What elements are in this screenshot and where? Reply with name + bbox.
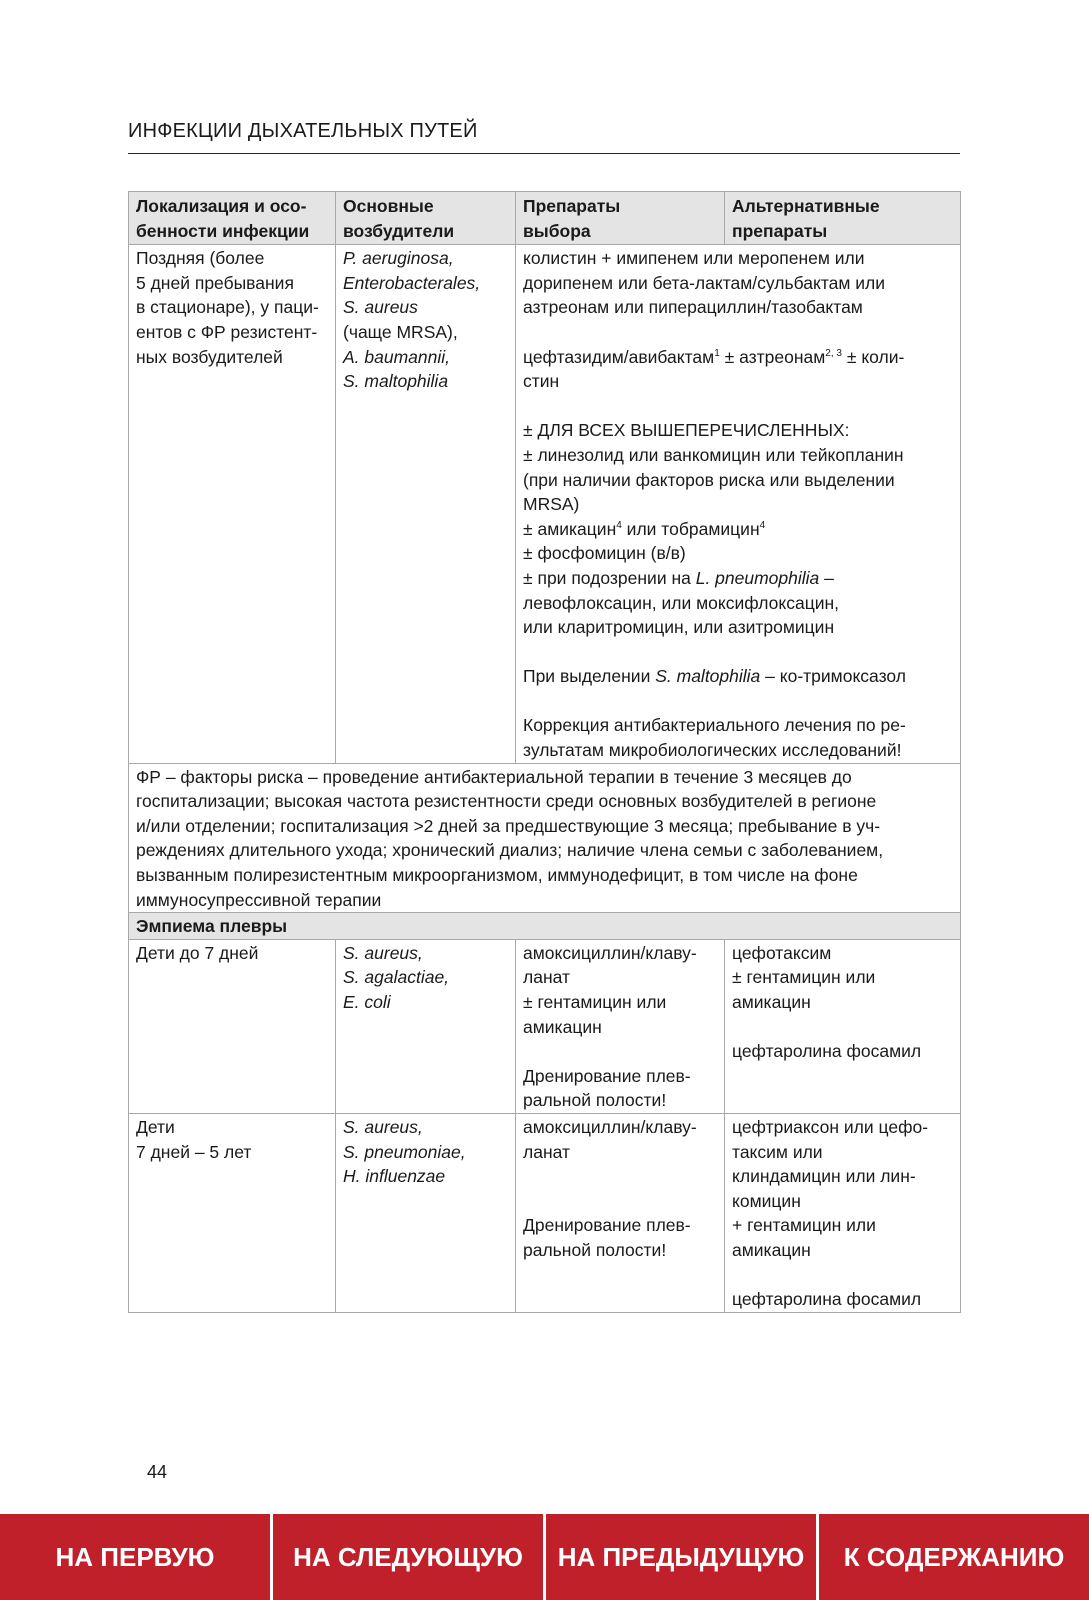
risk-factors-note: ФР – факторы риска – проведение антибактериальной терапии в течение 3 месяцев до госпитализации; высокая частота резистентности среди основных возбудителей в регионе и/или отделении; госпитализация >2 дней за предшествующие 3 месяца; пребывание в уч- реждениях длительного ухода; хронический диализ; наличие члена семьи с заболеванием, вызванным полирезистентным микроорганизмом, иммунодефицит, в том числе на фоне иммуносупрессивной терапии (129, 763, 961, 913)
nav-contents-button[interactable]: К СОДЕРЖАНИЮ (819, 1514, 1089, 1600)
children-localization-cell: Дети 7 дней – 5 лет (129, 1113, 336, 1312)
table-row-children (129, 1113, 961, 1312)
late-drugs-cell: колистин + имипенем или меропенем или дорипенем или бета-лактам/сульбактам или азтреонам или пиперациллин/тазобактам цефтазидим/авибактам$^1$ ± азтреонам$^{2, 3}$ ± коли- стин ± ДЛЯ ВСЕХ ВЫШЕПЕРЕЧИСЛЕННЫХ: ± линезолид или ванкомицин или тейкопланин (при наличии факторов риска или выделении MRSA) ± амикацин$^4$ или тобрамицин$^4$ ± фосфомицин (в/в) ± при подозрении на L. pneumophilia – левофлоксацин, или моксифлоксацин, или кларитромицин, или азитромицин При выделении S. maltophilia – ко-тримоксазол Коррекция антибактериального лечения по ре- зультатам микробиологических исследований! (516, 245, 961, 763)
maltophilia-line: При выделении S. maltophilia – ко-тримоксазол (523, 666, 906, 687)
table-section-row (129, 913, 961, 940)
table-row-late (129, 245, 961, 763)
antibiotic-table (128, 191, 961, 1313)
table-header-row (129, 192, 961, 245)
nav-first-button[interactable]: НА ПЕРВУЮ (0, 1514, 270, 1600)
header-alternative-drugs: Альтернативные препараты (725, 192, 961, 245)
section-title: Эмпиема плевры (129, 913, 961, 940)
table-row-note (129, 763, 961, 913)
running-header: ИНФЕКЦИИ ДЫХАТЕЛЬНЫХ ПУТЕЙ (128, 120, 478, 142)
legionella-line: ± при подозрении на L. pneumophilia – (523, 567, 834, 588)
header-localization: Локализация и осо- бенности инфекции (129, 192, 336, 245)
header-rule (128, 153, 960, 154)
infants-localization-cell: Дети до 7 дней (129, 939, 336, 1113)
infants-pathogens-cell: S. aureus, S. agalactiae, E. coli (336, 939, 516, 1113)
late-pathogens-cell: P. aeruginosa, Enterobacterales, S. aureus (чаще MRSA), A. baumannii, S. maltophilia (336, 245, 516, 763)
nav-next-button[interactable]: НА СЛЕДУЮЩУЮ (273, 1514, 543, 1600)
navigation-bar (0, 1514, 1089, 1600)
infants-drugs-cell: амоксициллин/клаву- ланат ± гентамицин или амикацин Дренирование плев- ральной полости! (516, 939, 725, 1113)
header-pathogens: Основные возбудители (336, 192, 516, 245)
nav-prev-button[interactable]: НА ПРЕДЫДУЩУЮ (546, 1514, 816, 1600)
children-drugs-cell: амоксициллин/клаву- ланат Дренирование плев- ральной полости! (516, 1113, 725, 1312)
page-number: 44 (147, 1462, 168, 1482)
amikacin-line: ± амикацин$^4$ или тобрамицин$^4$ (523, 518, 766, 539)
children-alternatives-cell: цефтриаксон или цефо- таксим или клиндамицин или лин- комицин + гентамицин или амикацин цефтаролина фосамил (725, 1113, 961, 1312)
children-pathogens-cell: S. aureus, S. pneumoniae, H. influenzae (336, 1113, 516, 1312)
late-localization-cell: Поздняя (более 5 дней пребывания в стационаре), у паци- ентов с ФР резистент- ных возбудителей (129, 245, 336, 763)
ceftazidime-line: цефтазидим/авибактам$^1$ ± азтреонам$^{2, 3}$ ± коли- (523, 346, 905, 367)
header-drugs-of-choice: Препараты выбора (516, 192, 725, 245)
infants-alternatives-cell: цефотаксим ± гентамицин или амикацин цефтаролина фосамил (725, 939, 961, 1113)
table-row-infants (129, 939, 961, 1113)
